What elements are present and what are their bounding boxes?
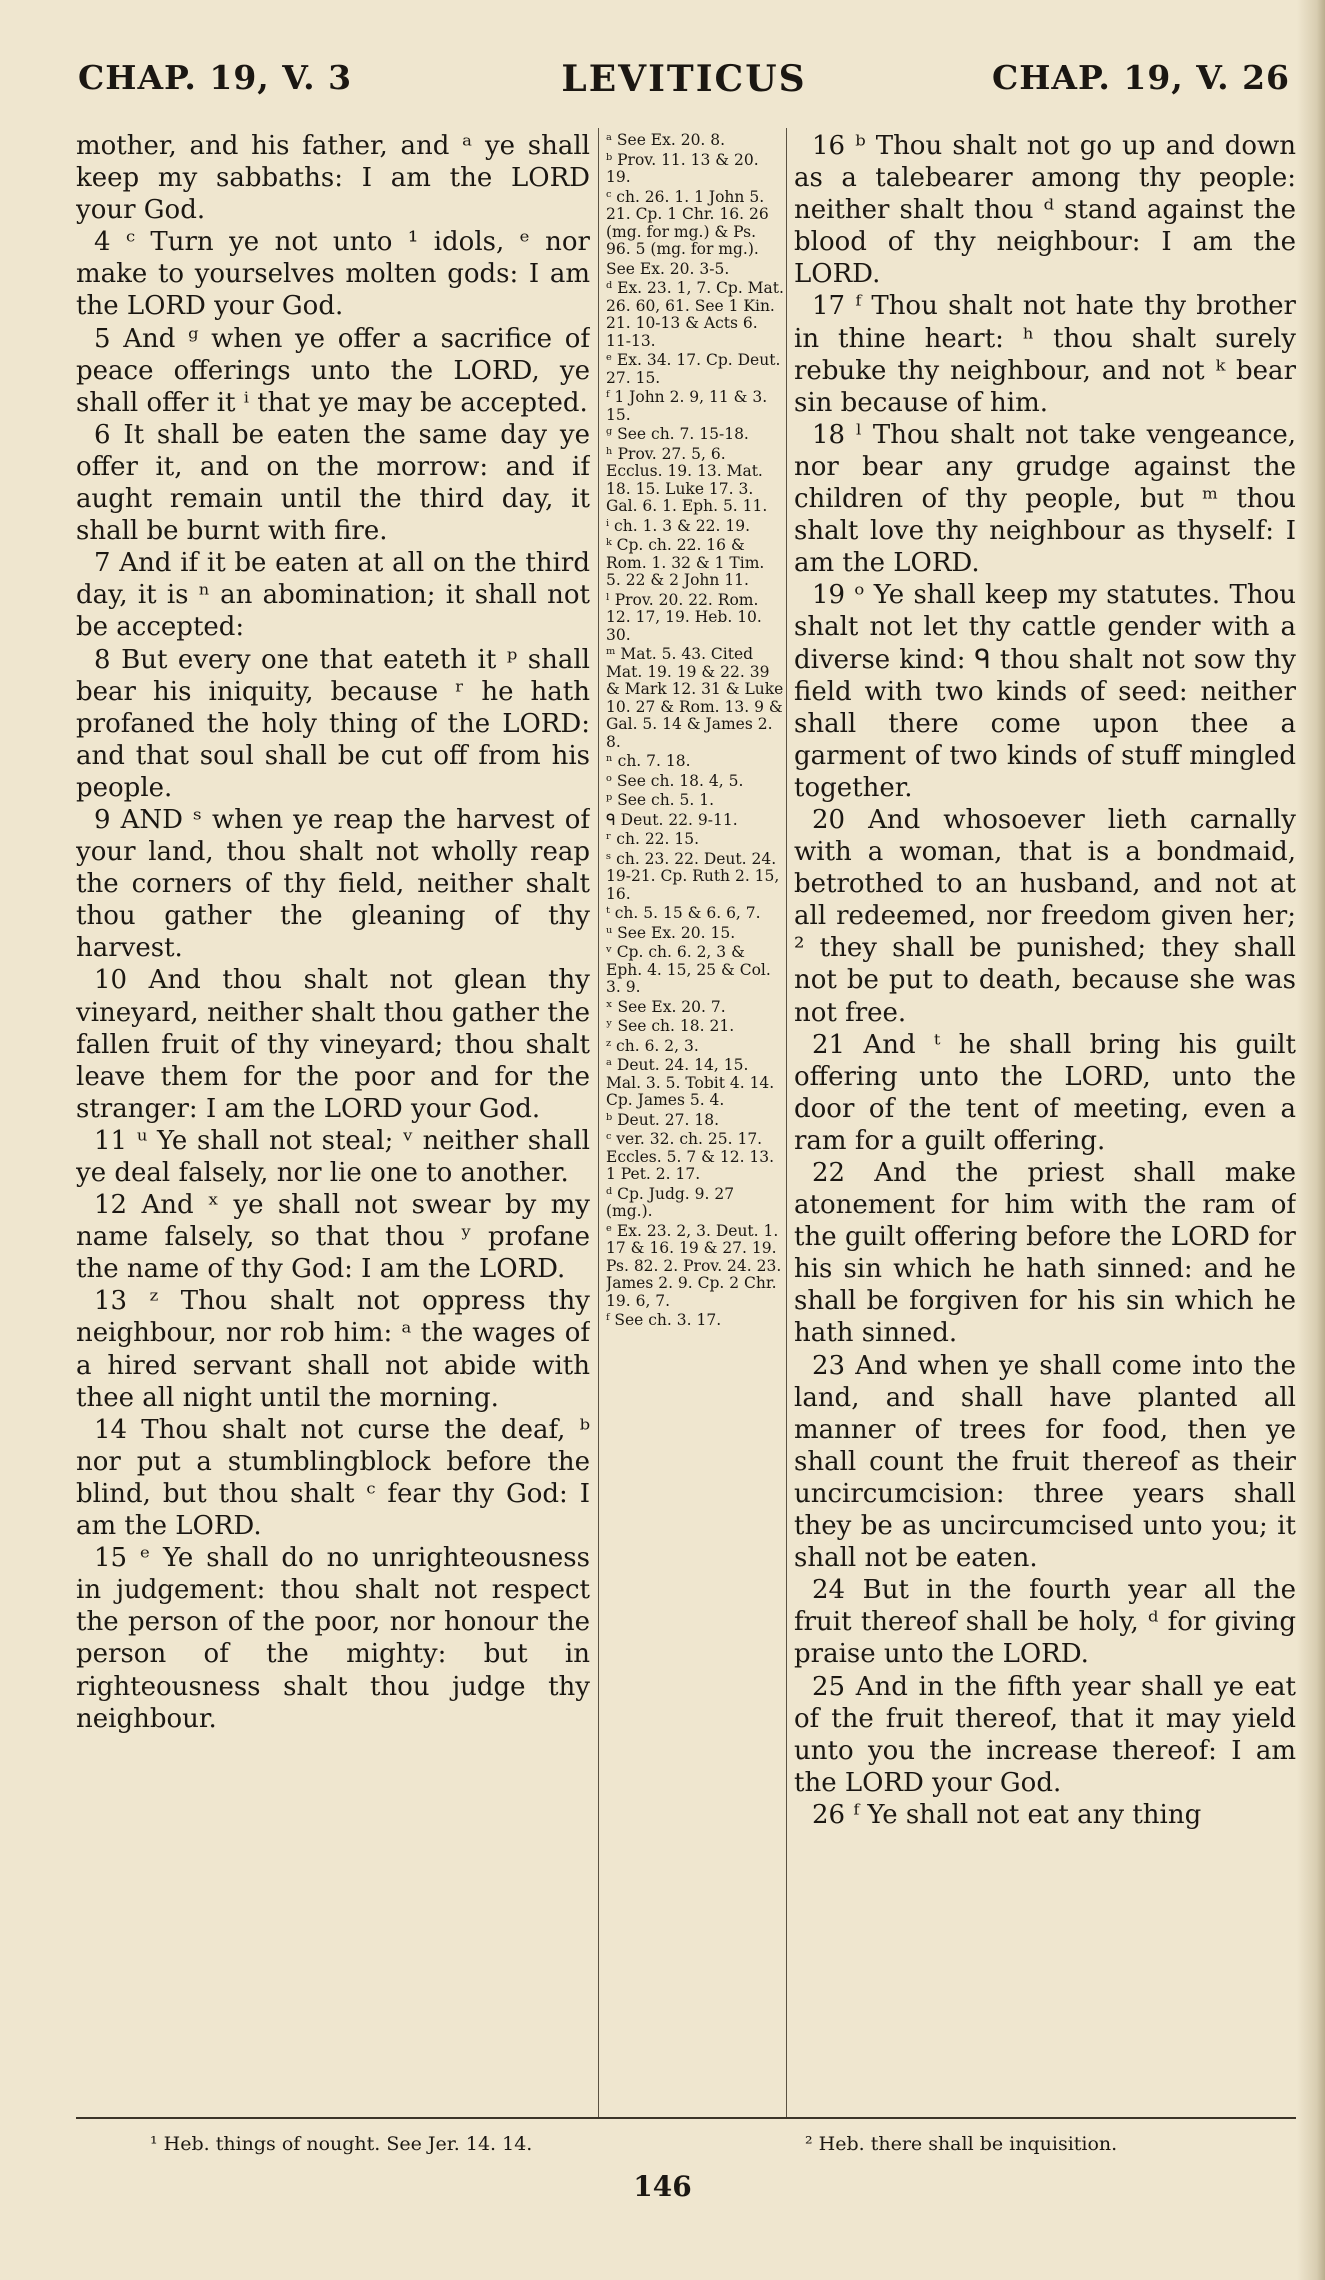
verse-22: 22 And the priest shall make atonement for him with the ram of the guilt offering before the LORD for his sin which he hath sinned: and he shall be forgiven for his sin which he hath sinned. bbox=[794, 1158, 1296, 1349]
ref: ᶠ 1 John 2. 9, 11 & 3. 15. bbox=[606, 388, 768, 424]
left-text-column bbox=[76, 130, 590, 2130]
verse-12: 12 And ˣ ye shall not swear by my name falsely, so that thou ʸ profane the name of thy God: I am the LORD. bbox=[76, 1190, 590, 1285]
verse-6: 6 It shall be eaten the same day ye offer it, and on the morrow: and if aught remain until the third day, it shall be burnt with fire. bbox=[76, 419, 590, 547]
ref: ᵗ ch. 5. 15 & 6. 6, 7. bbox=[606, 904, 761, 922]
verse-5: 5 And ᵍ when ye offer a sacrifice of peace offerings unto the LORD, ye shall offer it ⁱ that ye may be accepted. bbox=[76, 323, 590, 418]
ref: ᵐ Mat. 5. 43. Cited Mat. 19. 19 & 22. 39 & Mark 12. 31 & Luke 10. 27 & Rom. 13. 9 & Gal. 5. 14 & James 2. 8. bbox=[606, 645, 784, 751]
verse-11: 11 ᵘ Ye shall not steal; ᵛ neither shall ye deal falsely, nor lie one to another. bbox=[76, 1125, 590, 1188]
ref: ᵇ Prov. 11. 13 & 20. 19. bbox=[606, 150, 759, 186]
ref: ᵛ Cp. ch. 6. 2, 3 & Eph. 4. 15, 25 & Col. 3. 9. bbox=[606, 943, 771, 996]
verse-16: 16 ᵇ Thou shalt not go up and down as a talebearer among thy people: neither shalt thou ᵈ stand against the blood of thy neighbour: I am the LORD. bbox=[794, 131, 1296, 290]
running-header bbox=[78, 58, 1290, 106]
ref: ˡ Prov. 20. 22. Rom. 12. 17, 19. Heb. 10. 30. bbox=[606, 590, 762, 644]
ref: ᵈ Ex. 23. 1, 7. Cp. Mat. 26. 60, 61. See 1 Kin. 21. 10-13 & Acts 6. 11-13. bbox=[606, 279, 784, 350]
right-text-column bbox=[794, 130, 1296, 2130]
footnote-left: ¹ Heb. things of nought. See Jer. 14. 14. bbox=[150, 2133, 533, 2155]
verse-17: 17 ᶠ Thou shalt not hate thy brother in thine heart: ʰ thou shalt surely rebuke thy neighbour, and not ᵏ bear sin because of him. bbox=[794, 291, 1296, 418]
ref: ᵈ Cp. Judg. 9. 27 (mg.). bbox=[606, 1184, 735, 1220]
verse-14: 14 Thou shalt not curse the deaf, ᵇ nor put a stumblingblock before the blind, but thou shalt ᶜ fear thy God: I am the LORD. bbox=[76, 1414, 590, 1542]
ref: ᶜ ver. 32. ch. 25. 17. Eccles. 5. 7 & 12. 13. 1 Pet. 2. 17. bbox=[606, 1130, 775, 1183]
ref: ᶠ See ch. 3. 17. bbox=[606, 1311, 722, 1329]
verse-18: 18 ˡ Thou shalt not take vengeance, nor bear any grudge against the children of thy people, but ᵐ thou shalt love thy neighbour as thyself: I am the LORD. bbox=[794, 419, 1296, 579]
column-rule-right bbox=[786, 128, 787, 2118]
ref: ʰ Prov. 27. 5, 6. Ecclus. 19. 13. Mat. 18. 15. Luke 17. 3. Gal. 6. 1. Eph. 5. 11. bbox=[606, 444, 768, 515]
verse-26: 26 ᶠ Ye shall not eat any thing bbox=[812, 1799, 1202, 1830]
verse-21: 21 And ᵗ he shall bring his guilt offering unto the LORD, unto the door of the tent of meeting, even a ram for a guilt offering. bbox=[794, 1029, 1296, 1156]
verse-4: 4 ᶜ Turn ye not unto ¹ idols, ᵉ nor make to yourselves molten gods: I am the LORD your God. bbox=[76, 227, 590, 322]
ref: ᵘ See Ex. 20. 15. bbox=[606, 923, 736, 942]
verse-24: 24 But in the fourth year all the fruit thereof shall be holy, ᵈ for giving praise unto the LORD. bbox=[794, 1575, 1296, 1670]
header-left: CHAP. 19, V. 3 bbox=[78, 58, 353, 97]
cross-references bbox=[606, 132, 784, 2112]
ref: ⁿ ch. 7. 18. bbox=[606, 752, 691, 770]
verse-10: 10 And thou shalt not glean thy vineyard, neither shalt thou gather the fallen fruit of thy vineyard; thou shalt leave them for the poor and for the stranger: I am the LORD your God. bbox=[76, 965, 590, 1124]
ref: ᑫ Deut. 22. 9-11. bbox=[606, 810, 738, 829]
verse-3-cont: mother, and his father, and ᵃ ye shall keep my sabbaths: I am the LORD your God. bbox=[76, 131, 590, 226]
verse-25: 25 And in the fifth year shall ye eat of the fruit thereof, that it may yield unto you the increase thereof: I am the LORD your God. bbox=[794, 1671, 1296, 1798]
ref: ᵏ Cp. ch. 22. 16 & Rom. 1. 32 & 1 Tim. 5. 22 & 2 John 11. bbox=[606, 536, 765, 589]
ref: ⁱ ch. 1. 3 & 22. 19. bbox=[606, 516, 751, 535]
ref: ᵃ See Ex. 20. 8. bbox=[606, 132, 726, 149]
column-rule-left bbox=[598, 128, 599, 2118]
ref: ᵃ Deut. 24. 14, 15. Mal. 3. 5. Tobit 4. 14. Cp. James 5. 4. bbox=[606, 1056, 775, 1109]
footnote-right: ² Heb. there shall be inquisition. bbox=[805, 2133, 1118, 2155]
verse-20: 20 And whosoever lieth carnally with a woman, that is a bondmaid, betrothed to an husband, and not at all redeemed, nor freedom given her; ² they shall be punished; they shall not be put to death, because she was not free. bbox=[794, 804, 1296, 1028]
verse-23: 23 And when ye shall come into the land, and shall have planted all manner of trees for food, then ye shall count the fruit thereof as their uncircumcision: three years shall they be as uncircumcised unto you; it shall not be eaten. bbox=[794, 1350, 1296, 1574]
ref: ᶜ ch. 26. 1. 1 John 5. 21. Cp. 1 Chr. 16. 26 (mg. for mg.) & Ps. 96. 5 (mg. for mg.). bbox=[606, 187, 769, 258]
ref: See Ex. 20. 3-5. bbox=[606, 259, 730, 278]
verse-9: 9 AND ˢ when ye reap the harvest of your land, thou shalt not wholly reap the corners of thy field, neither shalt thou gather the gleaning of thy harvest. bbox=[76, 804, 590, 964]
ref: ᵇ Deut. 27. 18. bbox=[606, 1110, 720, 1129]
page-edge-shadow bbox=[1297, 0, 1325, 2280]
verse-13: 13 ᶻ Thou shalt not oppress thy neighbour, nor rob him: ᵃ the wages of a hired servant shall not abide with thee all night until the morning. bbox=[76, 1286, 590, 1413]
ref: ʸ See ch. 18. 21. bbox=[606, 1017, 735, 1035]
ref: ᶻ ch. 6. 2, 3. bbox=[606, 1036, 699, 1055]
page-number: 146 bbox=[633, 2170, 692, 2203]
ref: ᵖ See ch. 5. 1. bbox=[606, 791, 715, 809]
ref: ᵉ Ex. 23. 2, 3. Deut. 1. 17 & 16. 19 & 27. 19. Ps. 82. 2. Prov. 24. 23. James 2. 9. Cp. 2 Chr. 19. 6, 7. bbox=[606, 1221, 782, 1310]
verse-7: 7 And if it be eaten at all on the third day, it is ⁿ an abomination; it shall not be accepted: bbox=[76, 548, 590, 643]
ref: ᵒ See ch. 18. 4, 5. bbox=[606, 771, 744, 790]
footnote-rule bbox=[76, 2117, 1296, 2119]
ref: ˢ ch. 23. 22. Deut. 24. 19-21. Cp. Ruth 2. 15, 16. bbox=[606, 849, 780, 903]
ref: ᵉ Ex. 34. 17. Cp. Deut. 27. 15. bbox=[606, 351, 781, 387]
ref: ᵍ See ch. 7. 15-18. bbox=[606, 425, 749, 443]
header-right: CHAP. 19, V. 26 bbox=[991, 58, 1290, 97]
header-book-title: LEVITICUS bbox=[561, 58, 807, 100]
verse-8: 8 But every one that eateth it ᵖ shall bear his iniquity, because ʳ he hath profaned the holy thing of the LORD: and that soul shall be cut off from his people. bbox=[76, 644, 590, 803]
ref: ʳ ch. 22. 15. bbox=[606, 830, 700, 848]
verse-15: 15 ᵉ Ye shall do no unrighteousness in judgement: thou shalt not respect the person of the poor, nor honour the person of the mighty: but in righteousness shalt thou judge thy neighbour. bbox=[76, 1543, 590, 1734]
verse-19: 19 ᵒ Ye shall keep my statutes. Thou shalt not let thy cattle gender with a diverse kind: ᑫ thou shalt not sow thy field with two kinds of seed: neither shall there come upon thee a garment of two kinds of stuff mingled together. bbox=[794, 580, 1296, 803]
ref: ˣ See Ex. 20. 7. bbox=[606, 997, 726, 1016]
